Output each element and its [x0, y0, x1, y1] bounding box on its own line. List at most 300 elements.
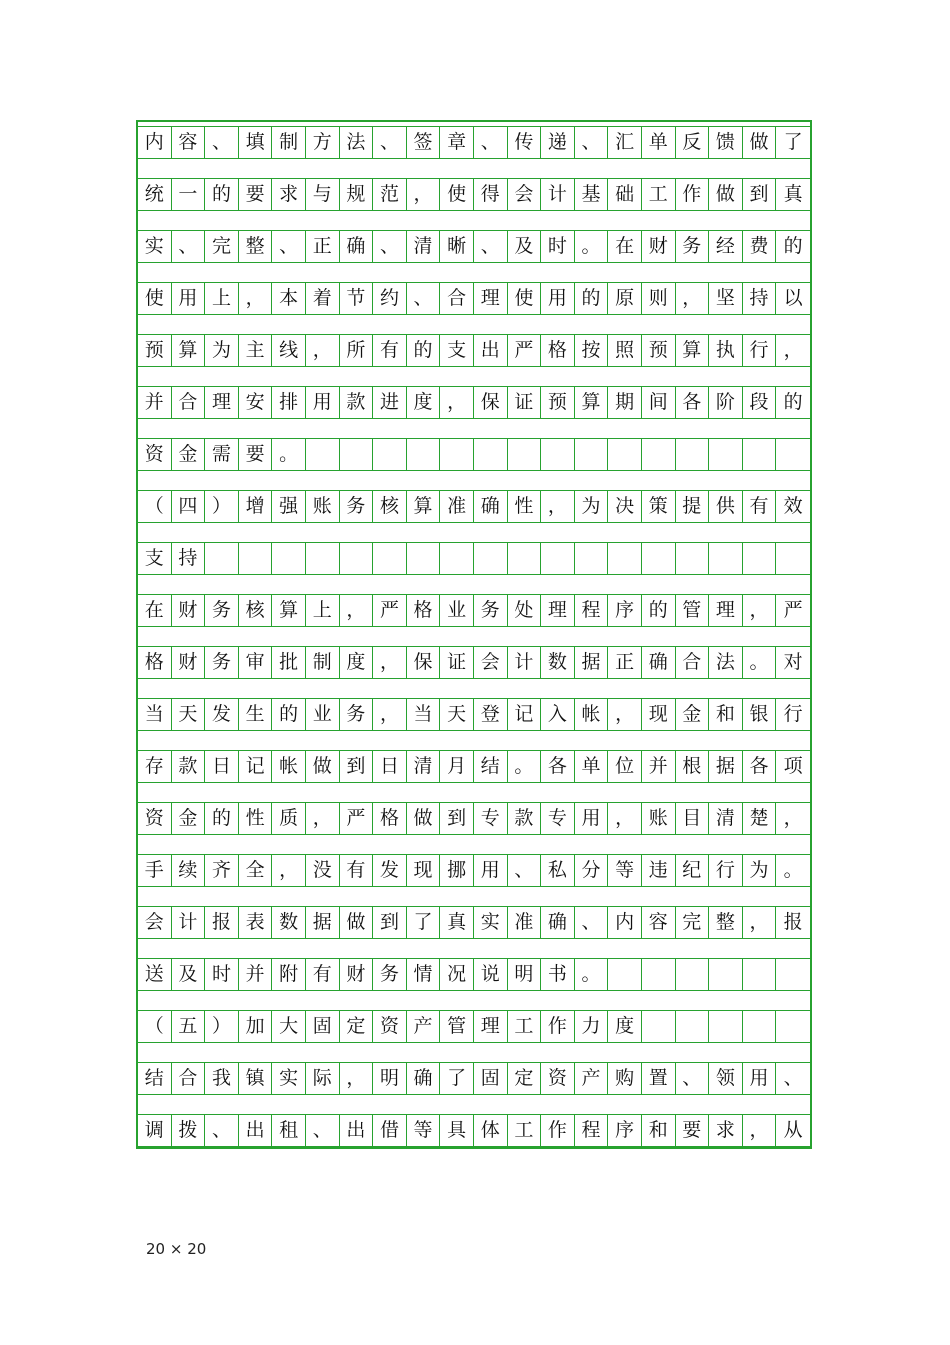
text-row [138, 542, 810, 575]
grid-cell: 到 [743, 179, 777, 210]
grid-cell: 楚 [743, 803, 777, 834]
grid-cell: 款 [340, 387, 374, 418]
grid-cell: 需 [205, 439, 239, 470]
grid-cell: 财 [172, 647, 206, 678]
grid-cell: 做 [407, 803, 441, 834]
grid-cell: 体 [474, 1115, 508, 1146]
grid-cell: 管 [440, 1011, 474, 1042]
grid-cell: 了 [440, 1063, 474, 1094]
grid-cell: 正 [608, 647, 642, 678]
text-row [138, 1010, 810, 1043]
grid-cell [508, 439, 542, 470]
grid-cell: 的 [783, 235, 803, 257]
grid-cell: 使 [440, 179, 474, 210]
grid-cell: 实 [474, 907, 508, 938]
grid-cell: 使 [138, 283, 172, 314]
grid-cell [407, 543, 441, 574]
grid-line [138, 1095, 810, 1147]
grid-cell: 段 [743, 387, 777, 418]
text-row [138, 802, 810, 835]
grid-cell: 全 [239, 855, 273, 886]
grid-cell [239, 543, 273, 574]
grid-cell: 账 [642, 803, 676, 834]
grid-cell: 行 [709, 855, 743, 886]
grid-cell: 清 [407, 231, 441, 262]
grid-cell: 准 [508, 907, 542, 938]
grid-cell [776, 1011, 810, 1042]
grid-cell [608, 439, 642, 470]
grid-cell: 晰 [440, 231, 474, 262]
grid-cell: 统 [138, 179, 172, 210]
grid-line [138, 122, 810, 159]
grid-cell: 租 [272, 1115, 306, 1146]
grid-cell: 保 [474, 387, 508, 418]
grid-cell: 在 [138, 595, 172, 626]
text-row [138, 854, 810, 887]
grid-cell: 与 [306, 179, 340, 210]
grid-cell: 计 [172, 907, 206, 938]
grid-cell [440, 439, 474, 470]
grid-cell: 的 [642, 595, 676, 626]
grid-cell: ， [783, 339, 803, 361]
grid-line [138, 783, 810, 835]
grid-cell: 务 [373, 959, 407, 990]
grid-cell: 础 [608, 179, 642, 210]
grid-cell: 数 [272, 907, 306, 938]
grid-cell: 递 [541, 127, 575, 158]
grid-cell: 实 [272, 1063, 306, 1094]
grid-cell: 等 [407, 1115, 441, 1146]
grid-cell: 馈 [709, 127, 743, 158]
text-row [138, 334, 810, 367]
text-row [138, 1062, 810, 1095]
grid-cell: 经 [709, 231, 743, 262]
grid-cell: 的 [205, 179, 239, 210]
grid-cell: 清 [407, 751, 441, 782]
grid-cell: 容 [172, 127, 206, 158]
grid-cell: 分 [575, 855, 609, 886]
grid-cell: 。 [575, 231, 609, 262]
grid-line [138, 315, 810, 367]
grid-cell: 金 [172, 439, 206, 470]
grid-cell: 内 [608, 907, 642, 938]
grid-cell: 务 [205, 647, 239, 678]
grid-cell: 持 [743, 283, 777, 314]
grid-cell: 有 [340, 855, 374, 886]
grid-cell: 务 [340, 699, 374, 730]
grid-cell [709, 439, 743, 470]
grid-cell: 持 [172, 543, 206, 574]
grid-cell [608, 959, 642, 990]
grid-cell: 、 [373, 231, 407, 262]
grid-cell [676, 1011, 710, 1042]
grid-cell: 算 [407, 491, 441, 522]
grid-cell: 支 [138, 543, 172, 574]
grid-line [138, 419, 810, 471]
grid-cell: 。 [575, 959, 609, 990]
text-row [138, 386, 810, 419]
grid-cell: 真 [440, 907, 474, 938]
grid-cell: 到 [373, 907, 407, 938]
grid-cell [676, 543, 710, 574]
grid-cell: 和 [709, 699, 743, 730]
grid-cell: 排 [272, 387, 306, 418]
grid-cell [709, 1011, 743, 1042]
grid-cell: 日 [373, 751, 407, 782]
grid-cell: 确 [474, 491, 508, 522]
grid-cell: 有 [306, 959, 340, 990]
grid-cell: 做 [340, 907, 374, 938]
grid-cell: ， [340, 1063, 374, 1094]
grid-cell: 要 [239, 179, 273, 210]
grid-cell: 购 [608, 1063, 642, 1094]
grid-cell: 到 [340, 751, 374, 782]
grid-cell [608, 543, 642, 574]
grid-cell [407, 439, 441, 470]
grid-line [138, 991, 810, 1043]
grid-cell: 供 [709, 491, 743, 522]
grid-cell: 单 [575, 751, 609, 782]
grid-cell: 金 [172, 803, 206, 834]
grid-cell: 确 [407, 1063, 441, 1094]
grid-cell: 。 [272, 439, 306, 470]
grid-cell: 月 [440, 751, 474, 782]
grid-cell [205, 543, 239, 574]
grid-cell: 工 [508, 1115, 542, 1146]
text-row [138, 750, 810, 783]
grid-cell: 明 [373, 1063, 407, 1094]
grid-cell [776, 439, 810, 470]
text-row [138, 230, 810, 263]
text-row [138, 1114, 810, 1147]
grid-cell: 数 [541, 647, 575, 678]
grid-cell: 表 [239, 907, 273, 938]
grid-cell [642, 1011, 676, 1042]
grid-cell: 在 [608, 231, 642, 262]
grid-cell: 加 [239, 1011, 273, 1042]
grid-cell: 管 [676, 595, 710, 626]
grid-cell: 领 [709, 1063, 743, 1094]
grid-cell: 报 [783, 911, 803, 933]
grid-cell: 报 [205, 907, 239, 938]
grid-cell [541, 543, 575, 574]
grid-cell: 到 [440, 803, 474, 834]
grid-cell: 现 [642, 699, 676, 730]
grid-cell: （ [138, 491, 172, 522]
grid-cell: 行 [743, 335, 777, 366]
grid-cell: 业 [306, 699, 340, 730]
grid-cell: 违 [642, 855, 676, 886]
grid-cell: ， [743, 595, 777, 626]
grid-cell: 本 [272, 283, 306, 314]
text-row [138, 646, 810, 679]
grid-cell: 定 [508, 1063, 542, 1094]
grid-cell: 说 [474, 959, 508, 990]
grid-cell: 定 [340, 1011, 374, 1042]
grid-cell: 结 [474, 751, 508, 782]
grid-cell: 没 [306, 855, 340, 886]
grid-cell [743, 439, 777, 470]
grid-cell: 审 [239, 647, 273, 678]
grid-cell: 算 [272, 595, 306, 626]
grid-cell: 确 [541, 907, 575, 938]
text-row [138, 594, 810, 627]
grid-cell: 程 [575, 595, 609, 626]
text-row [138, 906, 810, 939]
grid-cell: 天 [172, 699, 206, 730]
grid-cell [340, 543, 374, 574]
grid-cell: 要 [239, 439, 273, 470]
grid-cell: 做 [306, 751, 340, 782]
grid-cell: 理 [709, 595, 743, 626]
grid-cell: 严 [508, 335, 542, 366]
grid-cell: 时 [541, 231, 575, 262]
grid-cell: 合 [676, 647, 710, 678]
grid-cell: 决 [608, 491, 642, 522]
grid-cell [676, 439, 710, 470]
grid-cell [440, 543, 474, 574]
grid-cell: 整 [709, 907, 743, 938]
grid-cell: 位 [608, 751, 642, 782]
grid-cell: 确 [340, 231, 374, 262]
grid-cell: 银 [743, 699, 777, 730]
text-row [138, 178, 810, 211]
grid-cell: 为 [743, 855, 777, 886]
grid-cell [340, 439, 374, 470]
grid-cell: 有 [743, 491, 777, 522]
grid-cell: 手 [138, 855, 172, 886]
text-row [138, 698, 810, 731]
grid-cell [373, 543, 407, 574]
grid-cell: 单 [642, 127, 676, 158]
grid-cell: 、 [373, 127, 407, 158]
grid-cell: 照 [608, 335, 642, 366]
grid-cell: 方 [306, 127, 340, 158]
grid-cell: 有 [373, 335, 407, 366]
grid-cell: 制 [272, 127, 306, 158]
grid-cell: 、 [172, 231, 206, 262]
grid-cell: 算 [575, 387, 609, 418]
grid-cell: 天 [440, 699, 474, 730]
grid-cell: 章 [440, 127, 474, 158]
grid-cell [642, 439, 676, 470]
grid-cell: 现 [407, 855, 441, 886]
grid-cell: 计 [508, 647, 542, 678]
grid-cell: 质 [272, 803, 306, 834]
grid-cell: 据 [306, 907, 340, 938]
grid-cell: 存 [138, 751, 172, 782]
grid-cell: 财 [642, 231, 676, 262]
text-row [138, 282, 810, 315]
grid-cell: 的 [272, 699, 306, 730]
grid-cell: 务 [474, 595, 508, 626]
grid-cell: 程 [575, 1115, 609, 1146]
grid-cell: 帐 [272, 751, 306, 782]
grid-cell: 真 [783, 183, 803, 205]
grid-cell: 节 [340, 283, 374, 314]
grid-cell: 严 [373, 595, 407, 626]
grid-cell: 用 [541, 283, 575, 314]
grid-cell: 工 [508, 1011, 542, 1042]
grid-cell [474, 543, 508, 574]
grid-cell: 上 [205, 283, 239, 314]
grid-cell: 私 [541, 855, 575, 886]
grid-cell: 填 [239, 127, 273, 158]
grid-cell: 及 [172, 959, 206, 990]
grid-cell: 预 [138, 335, 172, 366]
grid-line [138, 523, 810, 575]
grid-cell: （ [138, 1011, 172, 1042]
grid-cell: 。 [743, 647, 777, 678]
grid-cell: 法 [709, 647, 743, 678]
grid-line [138, 887, 810, 939]
grid-cell: 置 [642, 1063, 676, 1094]
grid-cell: 基 [575, 179, 609, 210]
grid-cell: 具 [440, 1115, 474, 1146]
grid-cell: 保 [407, 647, 441, 678]
grid-cell: 的 [205, 803, 239, 834]
grid-line [138, 679, 810, 731]
grid-cell: 日 [205, 751, 239, 782]
grid-cell: 、 [205, 1115, 239, 1146]
grid-cell: 核 [373, 491, 407, 522]
grid-cell: 和 [642, 1115, 676, 1146]
grid-cell: 对 [783, 651, 803, 673]
grid-cell: 我 [205, 1063, 239, 1094]
grid-cell: 等 [608, 855, 642, 886]
grid-cell: ， [608, 803, 642, 834]
grid-cell: 提 [676, 491, 710, 522]
grid-cell: 行 [783, 703, 803, 725]
grid-cell: 挪 [440, 855, 474, 886]
grid-line [138, 159, 810, 211]
grid-cell: 时 [205, 959, 239, 990]
grid-cell: 用 [172, 283, 206, 314]
grid-cell: 序 [608, 1115, 642, 1146]
grid-cell [272, 543, 306, 574]
grid-cell: 完 [205, 231, 239, 262]
grid-cell: 按 [575, 335, 609, 366]
grid-cell [776, 543, 810, 574]
grid-cell: 当 [407, 699, 441, 730]
grid-cell: 入 [541, 699, 575, 730]
grid-cell: 合 [172, 1063, 206, 1094]
grid-cell: 、 [508, 855, 542, 886]
grid-cell: 费 [743, 231, 777, 262]
grid-cell: 大 [272, 1011, 306, 1042]
grid-cell [306, 543, 340, 574]
grid-cell: 、 [205, 127, 239, 158]
grid-cell: 会 [138, 907, 172, 938]
grid-cell: 固 [306, 1011, 340, 1042]
grid-cell: 当 [138, 699, 172, 730]
grid-cell [642, 959, 676, 990]
grid-cell [743, 1011, 777, 1042]
grid-line [138, 211, 810, 263]
grid-cell: ， [743, 907, 777, 938]
grid-cell: 要 [676, 1115, 710, 1146]
grid-cell: 账 [306, 491, 340, 522]
grid-cell: 并 [138, 387, 172, 418]
grid-cell: 所 [340, 335, 374, 366]
grid-cell: 以 [783, 287, 803, 309]
grid-cell: 格 [541, 335, 575, 366]
grid-cell: 度 [608, 1011, 642, 1042]
grid-cell [776, 959, 810, 990]
grid-cell: 合 [172, 387, 206, 418]
grid-cell: 登 [474, 699, 508, 730]
grid-cell: ， [373, 699, 407, 730]
grid-cell: 会 [508, 179, 542, 210]
grid-cell [508, 543, 542, 574]
grid-cell: 格 [138, 647, 172, 678]
grid-cell: ， [676, 283, 710, 314]
grid-cell: 、 [783, 1067, 803, 1089]
grid-cell: 性 [239, 803, 273, 834]
grid-cell: 进 [373, 387, 407, 418]
grid-cell: 、 [474, 127, 508, 158]
grid-cell: 五 [172, 1011, 206, 1042]
grid-cell: 合 [440, 283, 474, 314]
grid-cell: 了 [407, 907, 441, 938]
grid-cell: 求 [272, 179, 306, 210]
grid-cell: 理 [205, 387, 239, 418]
grid-cell: 各 [541, 751, 575, 782]
grid-cell: 着 [306, 283, 340, 314]
grid-cell: 理 [541, 595, 575, 626]
grid-cell: 纪 [676, 855, 710, 886]
grid-cell: 、 [272, 231, 306, 262]
grid-cell: 坚 [709, 283, 743, 314]
grid-cell: ， [743, 1115, 777, 1146]
grid-cell: 完 [676, 907, 710, 938]
grid-cell [676, 959, 710, 990]
grid-cell: 齐 [205, 855, 239, 886]
grid-line [138, 835, 810, 887]
grid-cell: 清 [709, 803, 743, 834]
grid-cell: 际 [306, 1063, 340, 1094]
grid-cell: 送 [138, 959, 172, 990]
grid-cell: 反 [676, 127, 710, 158]
grid-cell: ， [783, 807, 803, 829]
grid-cell: 了 [783, 131, 803, 153]
grid-cell: 会 [474, 647, 508, 678]
grid-cell: 效 [783, 495, 803, 517]
grid-cell: 主 [239, 335, 273, 366]
grid-cell: 为 [205, 335, 239, 366]
grid-cell [474, 439, 508, 470]
grid-cell: 性 [508, 491, 542, 522]
grid-cell: 则 [642, 283, 676, 314]
grid-cell: 增 [239, 491, 273, 522]
grid-cell [642, 543, 676, 574]
grid-cell: 作 [541, 1115, 575, 1146]
grid-cell: 安 [239, 387, 273, 418]
grid-cell: 、 [407, 283, 441, 314]
grid-cell: 得 [474, 179, 508, 210]
grid-cell: 制 [306, 647, 340, 678]
grid-cell: ， [306, 803, 340, 834]
grid-cell: 务 [205, 595, 239, 626]
grid-cell: 出 [239, 1115, 273, 1146]
text-row [138, 126, 810, 159]
grid-cell: 汇 [608, 127, 642, 158]
grid-cell: 证 [440, 647, 474, 678]
grid-cell: 的 [783, 391, 803, 413]
text-row [138, 958, 810, 991]
grid-cell: 情 [407, 959, 441, 990]
grid-cell: 阶 [709, 387, 743, 418]
